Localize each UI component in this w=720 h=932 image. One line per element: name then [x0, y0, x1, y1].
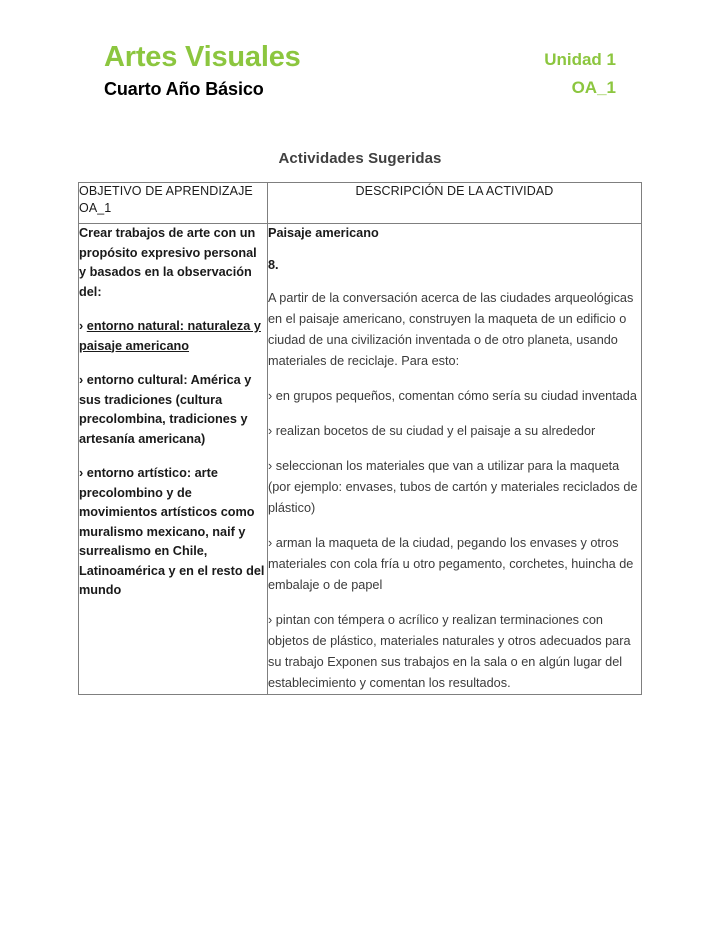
activity-step [268, 456, 641, 519]
grade-level-title: Cuarto Año Básico [104, 79, 264, 99]
activity-step-label: realizan bocetos de su ciudad y el paisaje a su alrededor [275, 424, 596, 438]
objective-item-label: entorno artístico: arte precolombino y de movimientos artísticos como muralismo mexicano, naif y surrealismo en Chile, Latinoamérica y en el resto del mundo [79, 466, 265, 597]
chevron-right-icon: › [79, 466, 84, 480]
masthead-right-block [544, 48, 616, 99]
objective-intro-text: Crear trabajos de arte con un propósito expresivo personal y basados en la observación del: [79, 226, 257, 299]
activity-step [268, 386, 641, 407]
suggested-activities-table [78, 182, 642, 695]
objective-item-label: entorno cultural: América y sus tradiciones (cultura precolombina, tradiciones y artesanía americana) [79, 373, 252, 446]
chevron-right-icon: › [268, 424, 273, 438]
chevron-right-icon: › [79, 373, 84, 387]
activity-step-label: en grupos pequeños, comentan cómo sería su ciudad inventada [275, 389, 637, 403]
masthead-left-block [104, 40, 301, 101]
chevron-right-icon: › [268, 536, 273, 550]
chevron-right-icon: › [268, 389, 273, 403]
activity-step-label: arman la maqueta de la ciudad, pegando los envases y otros materiales con cola fría u otro pegamento, corchetes, huincha de embalaje o de papel [268, 536, 634, 592]
column-header-description: DESCRIPCIÓN DE LA ACTIVIDAD [268, 183, 642, 224]
objective-cell [79, 224, 268, 695]
objective-item-label: entorno natural: naturaleza y paisaje americano [79, 319, 261, 353]
activity-step [268, 421, 641, 442]
chevron-right-icon: › [268, 459, 273, 473]
description-cell [268, 224, 642, 695]
activity-intro-text: A partir de la conversación acerca de las ciudades arqueológicas en el paisaje americano, construyen la maqueta de un edificio o ciudad de una civilización inventada o de otro planeta, usando materiales de reciclaje. Para esto: [268, 291, 634, 368]
activity-step [268, 610, 641, 694]
section-heading: Actividades Sugeridas [278, 150, 442, 167]
subject-title: Artes Visuales [104, 41, 301, 73]
table-content-row [79, 224, 642, 695]
learning-objective-code: OA_1 [571, 78, 616, 97]
activity-number: 8. [268, 258, 279, 272]
objective-item [79, 371, 267, 449]
activity-title: Paisaje americano [268, 226, 379, 240]
unit-label: Unidad 1 [544, 50, 616, 69]
chevron-right-icon: › [79, 319, 84, 333]
objective-item [79, 317, 267, 356]
activity-step-label: pintan con témpera o acrílico y realizan terminaciones con objetos de plástico, materiales naturales y otros adecuados para su trabajo Exponen sus trabajos en la sala o en algún lugar del establecimiento y comentan los resultados. [268, 613, 631, 690]
objective-item [79, 464, 267, 601]
column-header-objective: OBJETIVO DE APRENDIZAJE OA_1 [79, 183, 268, 224]
activity-step [268, 533, 641, 596]
table-header-row [79, 183, 642, 224]
activity-step-label: seleccionan los materiales que van a utilizar para la maqueta (por ejemplo: envases, tubos de cartón y materiales reciclados de plástico) [268, 459, 638, 515]
chevron-right-icon: › [268, 613, 273, 627]
document-masthead [104, 40, 616, 112]
